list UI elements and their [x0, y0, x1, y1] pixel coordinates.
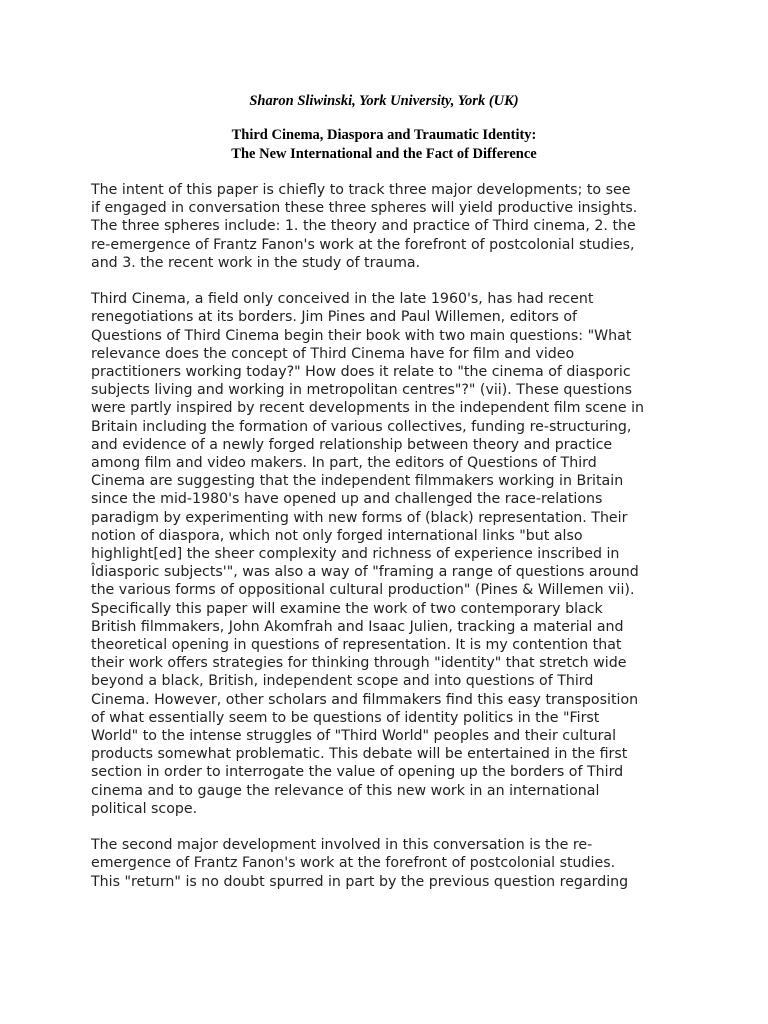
text-line: section in order to interrogate the value of opening up the borders of Third	[91, 764, 624, 781]
text-line: paradigm by experimenting with new forms of (black) representation. Their	[91, 509, 628, 526]
author-line: Sharon Sliwinski, York University, York (UK)	[249, 93, 519, 109]
text-line: renegotiations at its borders. Jim Pines and Paul Willemen, editors of	[91, 309, 578, 326]
text-line: and 3. the recent work in the study of trauma.	[91, 254, 421, 271]
text-line: relevance does the concept of Third Cinema have for film and video	[91, 345, 575, 362]
text-line: The three spheres include: 1. the theory and practice of Third cinema, 2. the	[91, 218, 636, 235]
text-line: were partly inspired by recent developments in the independent film scene in	[91, 400, 645, 417]
text-line: Third Cinema, a field only conceived in the late 1960's, has had recent	[91, 291, 594, 308]
text-line: if engaged in conversation these three spheres will yield productive insights.	[91, 200, 638, 217]
text-line: since the mid-1980's have opened up and challenged the race-relations	[91, 491, 603, 508]
text-line: beyond a black, British, independent scope and into questions of Third	[91, 673, 594, 690]
body-text	[91, 181, 683, 909]
text-line: The intent of this paper is chiefly to track three major developments; to see	[91, 182, 631, 198]
text-line: practitioners working today?" How does it relate to "the cinema of diasporic	[91, 364, 631, 381]
text-line: Îdiasporic subjects'", was also a way of "framing a range of questions around	[91, 564, 639, 581]
text-line: notion of diaspora, which not only forged international links "but also	[91, 527, 583, 544]
text-line: among film and video makers. In part, the editors of Questions of Third	[91, 455, 597, 472]
text-line: subjects living and working in metropolitan centres"?" (vii). These questions	[91, 382, 633, 399]
text-line: theoretical opening in questions of representation. It is my contention that	[91, 637, 622, 654]
text-line: Cinema are suggesting that the independent filmmakers working in Britain	[91, 473, 624, 490]
text-line: re-emergence of Frantz Fanon's work at the forefront of postcolonial studies,	[91, 236, 635, 253]
subtitle-line: The New International and the Fact of Difference	[231, 146, 537, 162]
text-line: cinema and to gauge the relevance of this new work in an international	[91, 782, 600, 799]
text-line: British filmmakers, John Akomfrah and Isaac Julien, tracking a material and	[91, 618, 624, 635]
paper-title	[0, 126, 768, 164]
text-line: Britain including the formation of various collectives, funding re-structuring,	[91, 418, 632, 435]
text-line: and evidence of a newly forged relationship between theory and practice	[91, 436, 613, 453]
text-line: This "return" is no doubt spurred in part by the previous question regarding	[91, 873, 629, 890]
text-line: products somewhat problematic. This debate will be entertained in the first	[91, 746, 628, 763]
body-paragraph	[91, 836, 683, 891]
title-line: Third Cinema, Diaspora and Traumatic Identity:	[231, 127, 537, 143]
text-line: emergence of Frantz Fanon's work at the forefront of postcolonial studies.	[91, 855, 616, 872]
text-line: World" to the intense struggles of "Third World" peoples and their cultural	[91, 728, 617, 745]
text-line: Cinema. However, other scholars and filmmakers find this easy transposition	[91, 691, 639, 708]
text-line: Specifically this paper will examine the work of two contemporary black	[91, 600, 603, 617]
text-line: highlight[ed] the sheer complexity and richness of experience inscribed in	[91, 546, 620, 563]
text-line: the various forms of oppositional cultural production" (Pines & Willemen vii).	[91, 582, 635, 599]
text-line: Questions of Third Cinema begin their book with two main questions: "What	[91, 327, 632, 344]
body-paragraph	[91, 181, 683, 272]
text-line: their work offers strategies for thinking through "identity" that stretch wide	[91, 655, 627, 672]
text-line: political scope.	[91, 800, 198, 817]
text-line: of what essentially seem to be questions of identity politics in the "First	[91, 709, 600, 726]
body-paragraph	[91, 290, 683, 818]
text-line: The second major development involved in this conversation is the re-	[91, 837, 593, 854]
